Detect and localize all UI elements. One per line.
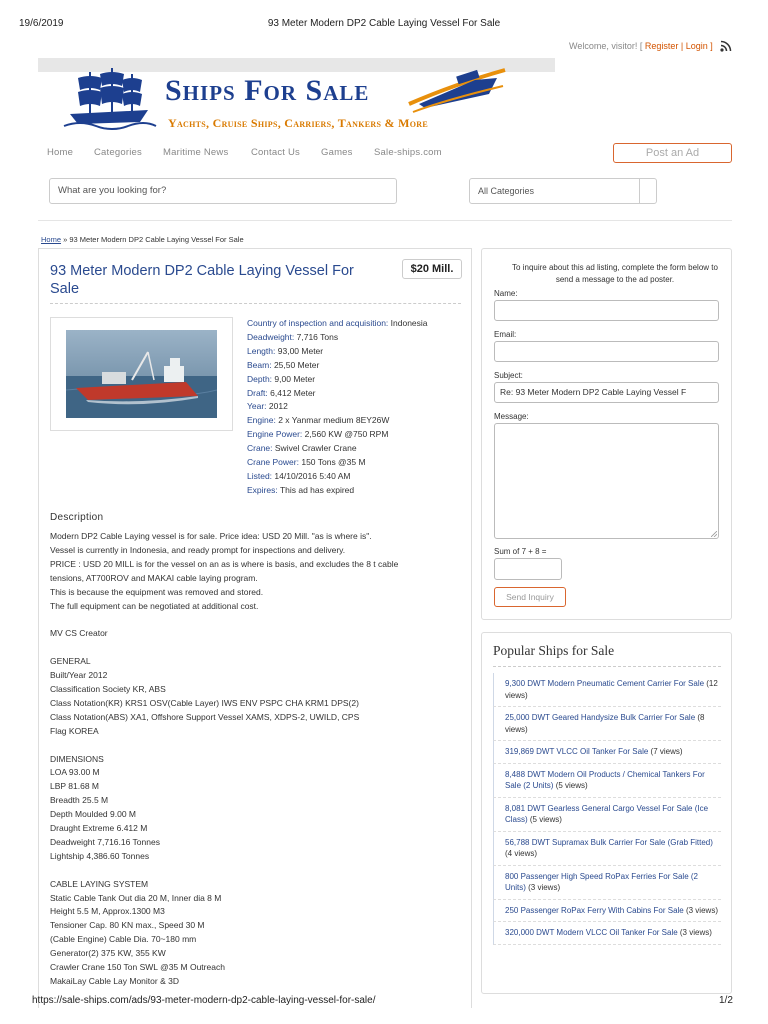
description-line: Vessel is currently in Indonesia, and ready prompt for inspections and delivery.	[50, 544, 346, 555]
description-line: Class Notation(ABS) XA1, Offshore Support Vessel XAMS, XDPS-2, UWILD, CPS	[50, 711, 360, 722]
popular-list	[493, 673, 721, 945]
message-label: Message:	[494, 412, 529, 421]
spec-value: 2012	[268, 401, 288, 412]
popular-item	[493, 922, 721, 945]
popular-item-views: (3 views)	[683, 905, 718, 915]
popular-item-views: (8 views)	[505, 713, 705, 734]
description-line: Lightship 4,386.60 Tonnes	[50, 850, 150, 861]
popular-item	[493, 673, 721, 707]
spec-key: Expires:	[247, 484, 278, 495]
rss-icon[interactable]	[720, 40, 732, 52]
vessel-photo-frame[interactable]	[50, 317, 233, 431]
spec-row	[247, 456, 462, 470]
name-label: Name:	[494, 289, 518, 298]
spec-value: 6,412 Meter	[270, 387, 316, 398]
spec-list	[247, 317, 462, 498]
description-line: MakaiLay Cable Lay Monitor & 3D	[50, 976, 179, 986]
popular-item	[493, 764, 721, 798]
description-line: CABLE LAYING SYSTEM	[50, 878, 149, 889]
spec-value: 14/10/2016 5:40 AM	[274, 470, 351, 481]
title-divider	[50, 303, 461, 304]
site-logo-tagline: Yachts, Cruise Ships, Carriers, Tankers & More	[168, 116, 428, 130]
spec-key: Depth:	[247, 373, 273, 384]
spec-key: Engine Power:	[247, 429, 303, 440]
site-logo-title[interactable]: Ships For Sale	[165, 74, 370, 107]
description-line	[50, 641, 465, 655]
description-line: This is because the equipment was removed and stored.	[50, 586, 264, 597]
popular-item	[493, 832, 721, 866]
description-line: Draught Extreme 6.412 M	[50, 823, 148, 834]
inquiry-intro: To inquire about this ad listing, complete the form below to send a message to the ad poster.	[512, 263, 718, 284]
spec-row	[247, 359, 462, 373]
description-line: Deadweight 7,716.16 Tonnes	[50, 836, 160, 847]
popular-item	[493, 866, 721, 900]
welcome-bar	[569, 41, 713, 51]
spec-value: 25,50 Meter	[273, 359, 320, 370]
description-line: Built/Year 2012	[50, 670, 108, 681]
spec-row	[247, 373, 462, 387]
spec-key: Listed:	[247, 470, 273, 481]
popular-item-link[interactable]: 9,300 DWT Modern Pneumatic Cement Carrier For Sale	[505, 679, 705, 688]
popular-item-views: (5 views)	[553, 781, 588, 790]
register-link[interactable]: Register	[644, 41, 679, 51]
spec-row	[247, 331, 462, 345]
popular-item-link[interactable]: 319,869 DWT VLCC Oil Tanker For Sale	[505, 747, 649, 756]
description-line	[50, 613, 465, 627]
spec-key: Crane:	[247, 443, 273, 454]
print-date: 19/6/2019	[19, 18, 64, 29]
popular-item-link[interactable]: 250 Passenger RoPax Ferry With Cabins For Sale	[505, 905, 684, 915]
email-label: Email:	[494, 330, 517, 339]
popular-item-views: (4 views)	[505, 849, 538, 858]
spec-value: 7,716 Tons	[296, 331, 339, 342]
spec-key: Crane Power:	[247, 457, 299, 468]
welcome-close: ]	[707, 41, 713, 51]
spec-row	[247, 442, 462, 456]
popular-item-link[interactable]: 8,488 DWT Modern Oil Products / Chemical Tankers For Sale (2 Units)	[505, 769, 705, 790]
popular-item	[493, 798, 721, 832]
breadcrumb-current: 93 Meter Modern DP2 Cable Laying Vessel For Sale	[69, 235, 244, 244]
spec-key: Year:	[247, 401, 267, 412]
description-line: PRICE : USD 20 MILL is for the vessel on an as is where is basis, and excludes the 8 t cable	[50, 558, 399, 569]
spec-row	[247, 428, 462, 442]
post-ad-button[interactable]: Post an Ad	[613, 143, 732, 163]
select-divider	[639, 179, 640, 203]
message-textarea[interactable]	[494, 423, 719, 539]
popular-item-views: (3 views)	[677, 928, 712, 937]
popular-heading: Popular Ships for Sale	[493, 643, 615, 658]
description-line: MV CS Creator	[50, 628, 108, 639]
popular-item	[493, 707, 721, 741]
description-line: Modern DP2 Cable Laying vessel is for sale. Price idea: USD 20 Mill. "as is where is".	[50, 531, 372, 541]
description-line: DIMENSIONS	[50, 753, 104, 764]
spec-row	[247, 470, 462, 484]
description-line: Breadth 25.5 M	[50, 795, 109, 806]
description-line: tensions, AT700ROV and MAKAI cable laying program.	[50, 572, 258, 583]
description-line: Crawler Crane 150 Ton SWL @35 M Outreach	[50, 962, 225, 973]
subject-field[interactable]: Re: 93 Meter Modern DP2 Cable Laying Vessel F	[494, 382, 719, 403]
description-line: GENERAL	[50, 656, 91, 667]
spec-row	[247, 414, 462, 428]
description-body	[50, 530, 465, 989]
spec-row	[247, 387, 462, 401]
popular-item	[493, 741, 721, 764]
popular-item-link[interactable]: 800 Passenger High Speed RoPax Ferries For Sale (2 Units)	[505, 871, 698, 892]
welcome-text: Welcome, visitor! [	[569, 41, 643, 51]
popular-item-views: (7 views)	[648, 747, 683, 756]
nav-home[interactable]: Home	[47, 147, 74, 158]
popular-item-link[interactable]: 320,000 DWT Modern VLCC Oil Tanker For Sale	[505, 928, 678, 937]
popular-item	[493, 900, 721, 923]
breadcrumb-home[interactable]: Home	[41, 235, 62, 244]
print-page-number: 1/2	[719, 995, 733, 1006]
nav-games[interactable]: Games	[321, 147, 353, 158]
spec-value: 93,00 Meter	[277, 345, 324, 356]
print-title: 93 Meter Modern DP2 Cable Laying Vessel For Sale	[267, 18, 501, 29]
spec-key: Beam:	[247, 359, 272, 370]
popular-item-views: (3 views)	[525, 883, 561, 892]
captcha-field[interactable]	[494, 558, 562, 580]
description-line: (Cable Engine) Cable Dia. 70~180 mm	[50, 934, 197, 945]
description-line: The full equipment can be negotiated at additional cost.	[50, 600, 259, 611]
welcome-separator: |	[678, 41, 686, 51]
spec-row	[247, 317, 462, 331]
description-line: Flag KOREA	[50, 725, 99, 736]
spec-value: 2 x Yanmar medium 8EY26W	[278, 415, 390, 426]
description-line: Class Notation(KR) KRS1 OSV(Cable Layer) IWS ENV PSPC CHA KRM1 DPS(2)	[50, 697, 359, 708]
popular-item-link[interactable]: 56,788 DWT Supramax Bulk Carrier For Sale (Grab Fitted)	[505, 837, 713, 847]
spec-row	[247, 400, 462, 414]
spec-key: Length:	[247, 345, 276, 356]
description-line: LBP 81.68 M	[50, 781, 99, 792]
spec-value: Indonesia	[390, 318, 428, 328]
description-line	[50, 739, 465, 753]
spec-key: Deadweight:	[247, 331, 295, 342]
category-select-value: All Categories	[478, 186, 535, 196]
popular-item-views: (5 views)	[527, 815, 562, 824]
description-line: Depth Moulded 9.00 M	[50, 809, 136, 820]
spec-key: Engine:	[247, 415, 276, 426]
cruise-ship-logo-icon	[405, 64, 510, 116]
sailing-ship-logo-icon	[60, 64, 160, 130]
popular-divider	[493, 666, 721, 667]
spec-value: 2,560 KW @750 RPM	[304, 429, 389, 440]
search-input[interactable]: What are you looking for?	[49, 178, 397, 204]
breadcrumb-separator: »	[61, 235, 70, 244]
spec-value: 9,00 Meter	[274, 373, 316, 384]
send-inquiry-button[interactable]: Send Inquiry	[494, 587, 566, 607]
email-field[interactable]	[494, 341, 719, 362]
spec-row	[247, 484, 462, 498]
popular-item-views: (12 views)	[505, 679, 718, 700]
subject-label: Subject:	[494, 371, 523, 380]
name-field[interactable]	[494, 300, 719, 321]
popular-item-link[interactable]: 25,000 DWT Geared Handysize Bulk Carrier For Sale	[505, 713, 696, 722]
nav-categories[interactable]: Categories	[94, 147, 142, 158]
category-select[interactable]	[469, 178, 657, 204]
spec-value: 150 Tons @35 M	[301, 457, 366, 468]
description-line	[50, 864, 465, 878]
vessel-photo[interactable]	[66, 330, 217, 418]
description-line: Height 5.5 M, Approx.1300 M3	[50, 906, 165, 917]
nav-maritime-news[interactable]: Maritime News	[163, 147, 229, 158]
nav-contact-us[interactable]: Contact Us	[251, 147, 300, 158]
spec-row	[247, 345, 462, 359]
spec-value: Swivel Crawler Crane	[274, 443, 357, 454]
popular-item-link[interactable]: 8,081 DWT Gearless General Cargo Vessel For Sale (Ice Class)	[505, 803, 709, 824]
nav-sale-ships[interactable]: Sale-ships.com	[374, 147, 442, 158]
print-url: https://sale-ships.com/ads/93-meter-modern-dp2-cable-laying-vessel-for-sale/	[32, 995, 376, 1006]
description-heading: Description	[50, 512, 104, 523]
ad-title: 93 Meter Modern DP2 Cable Laying Vessel For Sale	[50, 263, 354, 297]
spec-value: This ad has expired	[279, 484, 355, 495]
breadcrumb	[41, 235, 244, 244]
price-badge: $20 Mill.	[402, 259, 462, 279]
spec-key: Country of inspection and acquisition:	[247, 318, 389, 328]
description-line: LOA 93.00 M	[50, 767, 100, 778]
login-link[interactable]: Login	[685, 41, 708, 51]
spec-key: Draft:	[247, 387, 268, 398]
description-line: Generator(2) 375 KW, 355 KW	[50, 948, 166, 959]
description-line: Tensioner Cap. 80 KN max., Speed 30 M	[50, 920, 205, 931]
description-line: Static Cable Tank Out dia 20 M, Inner dia 8 M	[50, 892, 222, 903]
resize-handle-icon[interactable]	[711, 531, 717, 537]
captcha-label: Sum of 7 + 8 =	[494, 547, 547, 556]
description-line: Classification Society KR, ABS	[50, 683, 166, 694]
